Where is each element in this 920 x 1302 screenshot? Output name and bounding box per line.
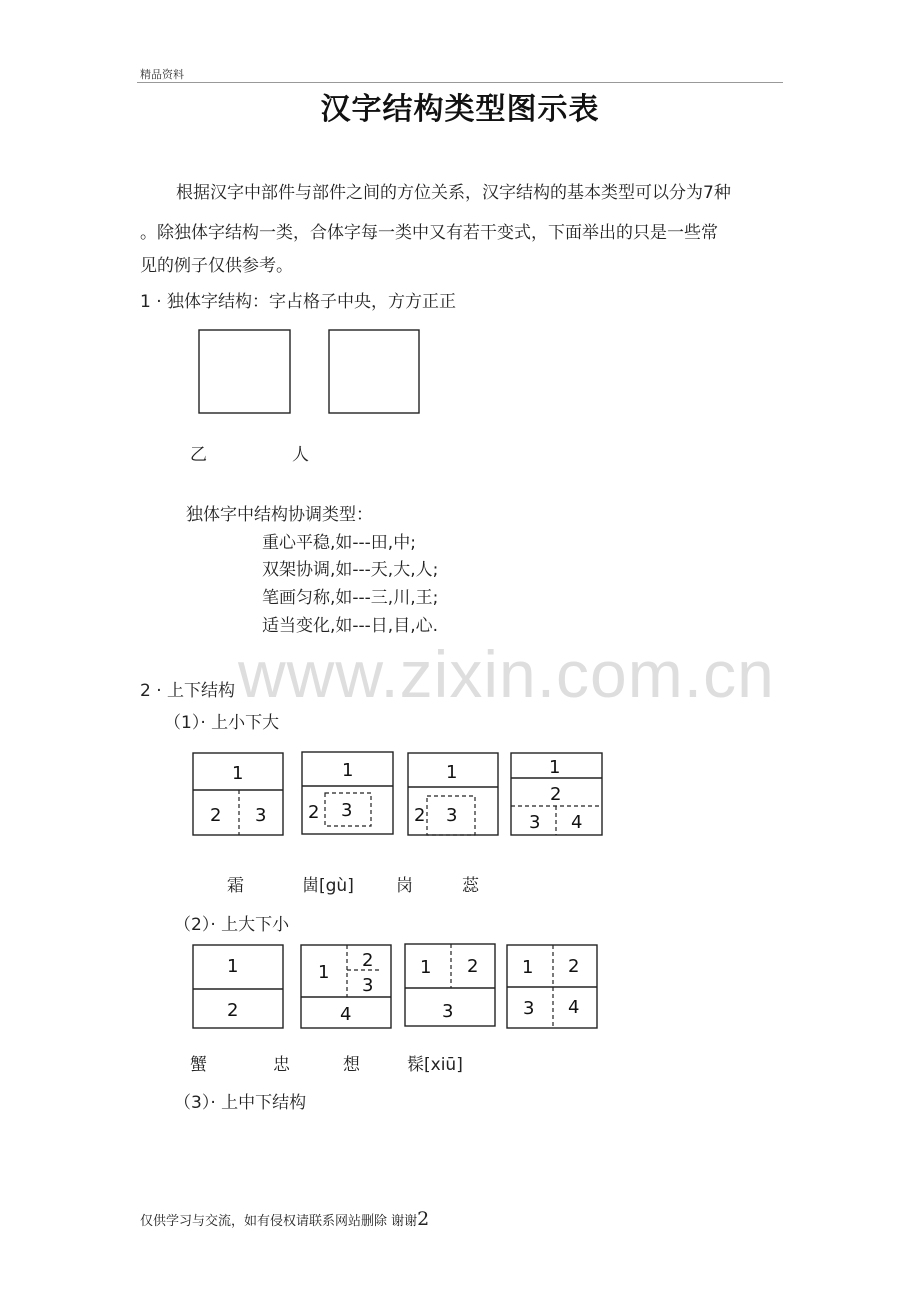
- num-4: 4: [568, 997, 580, 1018]
- num-3: 3: [362, 975, 374, 996]
- sub1-example-2: 崮[gù]: [302, 876, 354, 896]
- rule-1: 重心平稳,如---田,中;: [262, 533, 416, 553]
- footer: [140, 1208, 429, 1230]
- sub2-example-4: 髹[xiū]: [407, 1055, 463, 1075]
- section1-example-2: 人: [292, 445, 309, 465]
- num-1: 1: [446, 762, 458, 783]
- num-3: 3: [529, 812, 541, 833]
- section2-sub3-heading: （3）· 上中下结构: [174, 1093, 307, 1113]
- num-1: 1: [227, 956, 239, 977]
- section2-heading: 2 · 上下结构: [140, 681, 236, 701]
- num-3: 3: [523, 998, 535, 1019]
- header-label: 精品资料: [140, 68, 184, 81]
- num-2: 2: [467, 956, 479, 977]
- sub2-example-1: 蟹: [190, 1055, 207, 1075]
- sub2-diagram-4: [507, 945, 597, 1028]
- num-2: 2: [568, 956, 580, 977]
- sub2-diagram-2: [301, 945, 391, 1028]
- section1-example-1: 乙: [190, 445, 207, 465]
- intro-line-3: 见的例子仅供参考。: [140, 256, 293, 276]
- sub2-diagram-1: [193, 945, 283, 1028]
- sub1-example-3: 岗: [396, 876, 413, 896]
- num-2: 2: [210, 805, 222, 826]
- page-number: 2: [417, 1208, 430, 1230]
- num-3: 3: [442, 1001, 454, 1022]
- section1-subheading: 独体字中结构协调类型：: [186, 505, 373, 525]
- num-4: 4: [571, 812, 583, 833]
- num-1: 1: [342, 760, 354, 781]
- sub2-example-3: 想: [343, 1055, 360, 1075]
- sub2-diagram-3: [405, 944, 495, 1026]
- num-2: 2: [227, 1000, 239, 1021]
- rule-4: 适当变化,如---日,目,心.: [262, 616, 439, 636]
- section1-heading: 1 · 独体字结构：字占格子中央，方方正正: [140, 292, 457, 312]
- footer-text: 仅供学习与交流，如有侵权请联系网站删除 谢谢: [140, 1214, 418, 1229]
- num-4: 4: [340, 1004, 352, 1025]
- watermark: www.zixin.com.cn: [238, 637, 775, 711]
- num-1: 1: [420, 957, 432, 978]
- num-2: 2: [414, 805, 426, 826]
- num-1: 1: [232, 763, 244, 784]
- page-title: 汉字结构类型图示表: [320, 92, 600, 127]
- num-2: 2: [308, 802, 320, 823]
- num-3: 3: [255, 805, 267, 826]
- section2-sub1-heading: （1）· 上小下大: [164, 713, 280, 733]
- sub1-example-1: 霜: [227, 876, 244, 896]
- num-3: 3: [446, 805, 458, 826]
- sub1-example-4: 蕊: [462, 876, 479, 896]
- num-2: 2: [550, 784, 562, 805]
- sub2-example-2: 忠: [273, 1055, 290, 1075]
- num-1: 1: [549, 757, 561, 778]
- intro-line-1: 根据汉字中部件与部件之间的方位关系，汉字结构的基本类型可以分为7种: [176, 183, 731, 203]
- intro-line-2: 。除独体字结构一类，合体字每一类中又有若干变式，下面举出的只是一些常: [140, 223, 718, 243]
- rule-2: 双架协调,如---天,大,人;: [262, 560, 439, 580]
- rule-3: 笔画匀称,如---三,川,王;: [262, 588, 439, 608]
- section2-sub2-heading: （2）· 上大下小: [174, 915, 290, 935]
- num-1: 1: [522, 957, 534, 978]
- num-3: 3: [341, 800, 353, 821]
- num-2: 2: [362, 950, 374, 971]
- num-1: 1: [318, 962, 330, 983]
